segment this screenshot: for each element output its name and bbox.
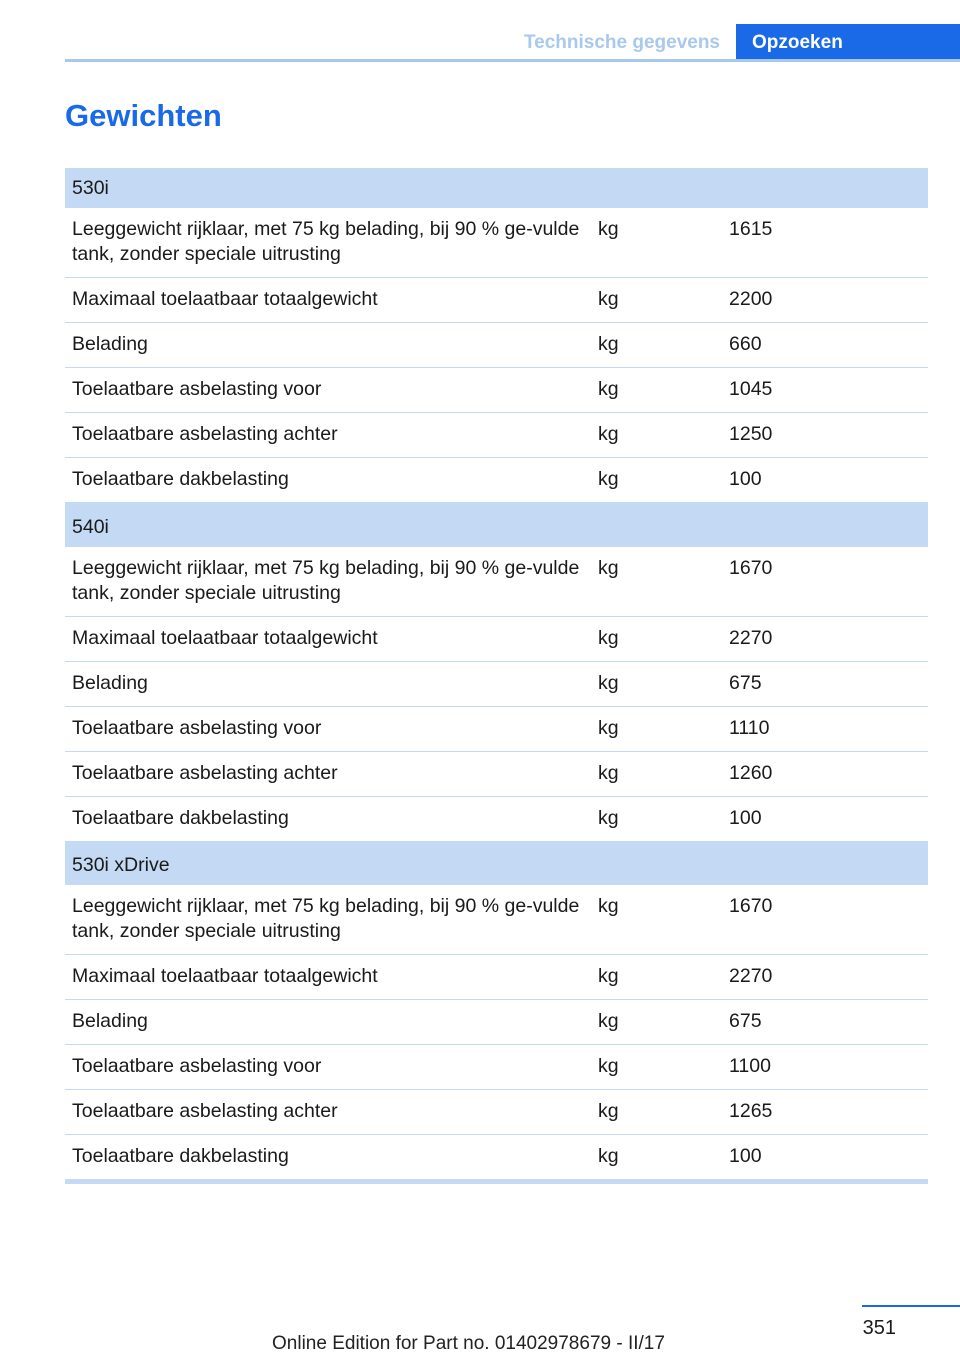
page-header — [65, 24, 960, 62]
table-row — [65, 547, 928, 617]
row-unit: kg — [591, 458, 722, 505]
row-label: Belading — [65, 323, 591, 368]
row-label: Maximaal toelaatbaar totaalgewicht — [65, 617, 591, 662]
table-row — [65, 278, 928, 323]
row-unit: kg — [591, 662, 722, 707]
row-label: Belading — [65, 1000, 591, 1045]
weights-table-530i — [65, 168, 928, 507]
row-unit: kg — [591, 885, 722, 955]
row-unit: kg — [591, 323, 722, 368]
model-name: 530i xDrive — [65, 845, 928, 885]
row-label: Toelaatbare asbelasting achter — [65, 752, 591, 797]
table-row — [65, 368, 928, 413]
row-label: Toelaatbare dakbelasting — [65, 1135, 591, 1182]
edition-note: Online Edition for Part no. 01402978679 - II/17 — [272, 1333, 665, 1354]
row-value: 2270 — [722, 955, 928, 1000]
row-label: Maximaal toelaatbaar totaalgewicht — [65, 955, 591, 1000]
table-row — [65, 885, 928, 955]
row-value: 660 — [722, 323, 928, 368]
weights-table-540i — [65, 507, 928, 846]
row-unit: kg — [591, 617, 722, 662]
row-unit: kg — [591, 208, 722, 278]
row-label: Toelaatbare asbelasting voor — [65, 368, 591, 413]
row-value: 100 — [722, 458, 928, 505]
row-unit: kg — [591, 707, 722, 752]
row-value: 1260 — [722, 752, 928, 797]
row-unit: kg — [591, 955, 722, 1000]
row-unit: kg — [591, 797, 722, 844]
row-label: Toelaatbare dakbelasting — [65, 458, 591, 505]
table-row — [65, 662, 928, 707]
row-value: 100 — [722, 1135, 928, 1182]
row-label: Toelaatbare asbelasting achter — [65, 413, 591, 458]
row-label: Toelaatbare asbelasting voor — [65, 707, 591, 752]
table-row — [65, 208, 928, 278]
row-unit: kg — [591, 413, 722, 458]
row-value: 1670 — [722, 885, 928, 955]
row-unit: kg — [591, 1045, 722, 1090]
row-value: 1615 — [722, 208, 928, 278]
page-title: Gewichten — [65, 98, 222, 133]
table-row — [65, 323, 928, 368]
row-unit: kg — [591, 547, 722, 617]
table-header-row — [65, 507, 928, 547]
row-value: 1110 — [722, 707, 928, 752]
row-value: 1670 — [722, 547, 928, 617]
table-row — [65, 413, 928, 458]
weights-table-530i-xdrive — [65, 845, 928, 1184]
table-row — [65, 1135, 928, 1182]
row-unit: kg — [591, 368, 722, 413]
row-unit: kg — [591, 278, 722, 323]
row-value: 100 — [722, 797, 928, 844]
row-value: 2200 — [722, 278, 928, 323]
model-name: 540i — [65, 507, 928, 547]
row-label: Belading — [65, 662, 591, 707]
table-row — [65, 1045, 928, 1090]
row-value: 1045 — [722, 368, 928, 413]
row-unit: kg — [591, 1135, 722, 1182]
search-tab[interactable]: Opzoeken — [736, 24, 960, 62]
section-tab-technical-data[interactable]: Technische gegevens — [523, 32, 720, 53]
row-label: Maximaal toelaatbaar totaalgewicht — [65, 278, 591, 323]
row-value: 675 — [722, 662, 928, 707]
row-value: 1100 — [722, 1045, 928, 1090]
row-unit: kg — [591, 752, 722, 797]
row-unit: kg — [591, 1000, 722, 1045]
row-unit: kg — [591, 1090, 722, 1135]
table-row — [65, 458, 928, 505]
model-name: 530i — [65, 168, 928, 208]
row-value: 1250 — [722, 413, 928, 458]
table-row — [65, 1000, 928, 1045]
page-number: 351 — [862, 1317, 896, 1339]
table-row — [65, 707, 928, 752]
row-label: Toelaatbare asbelasting voor — [65, 1045, 591, 1090]
row-label: Leeggewicht rijklaar, met 75 kg belading, bij 90 % ge‐vulde tank, zonder speciale uitrusting — [65, 208, 591, 278]
row-value: 1265 — [722, 1090, 928, 1135]
table-header-row — [65, 845, 928, 885]
table-row — [65, 1090, 928, 1135]
row-label: Toelaatbare dakbelasting — [65, 797, 591, 844]
row-label: Leeggewicht rijklaar, met 75 kg belading, bij 90 % ge‐vulde tank, zonder speciale uitrusting — [65, 547, 591, 617]
table-row — [65, 617, 928, 662]
table-row — [65, 797, 928, 844]
row-value: 675 — [722, 1000, 928, 1045]
footer-divider — [862, 1305, 960, 1307]
row-label: Leeggewicht rijklaar, met 75 kg belading, bij 90 % ge‐vulde tank, zonder speciale uitrusting — [65, 885, 591, 955]
row-label: Toelaatbare asbelasting achter — [65, 1090, 591, 1135]
header-divider — [65, 59, 960, 62]
table-header-row — [65, 168, 928, 208]
row-value: 2270 — [722, 617, 928, 662]
table-row — [65, 955, 928, 1000]
table-row — [65, 752, 928, 797]
